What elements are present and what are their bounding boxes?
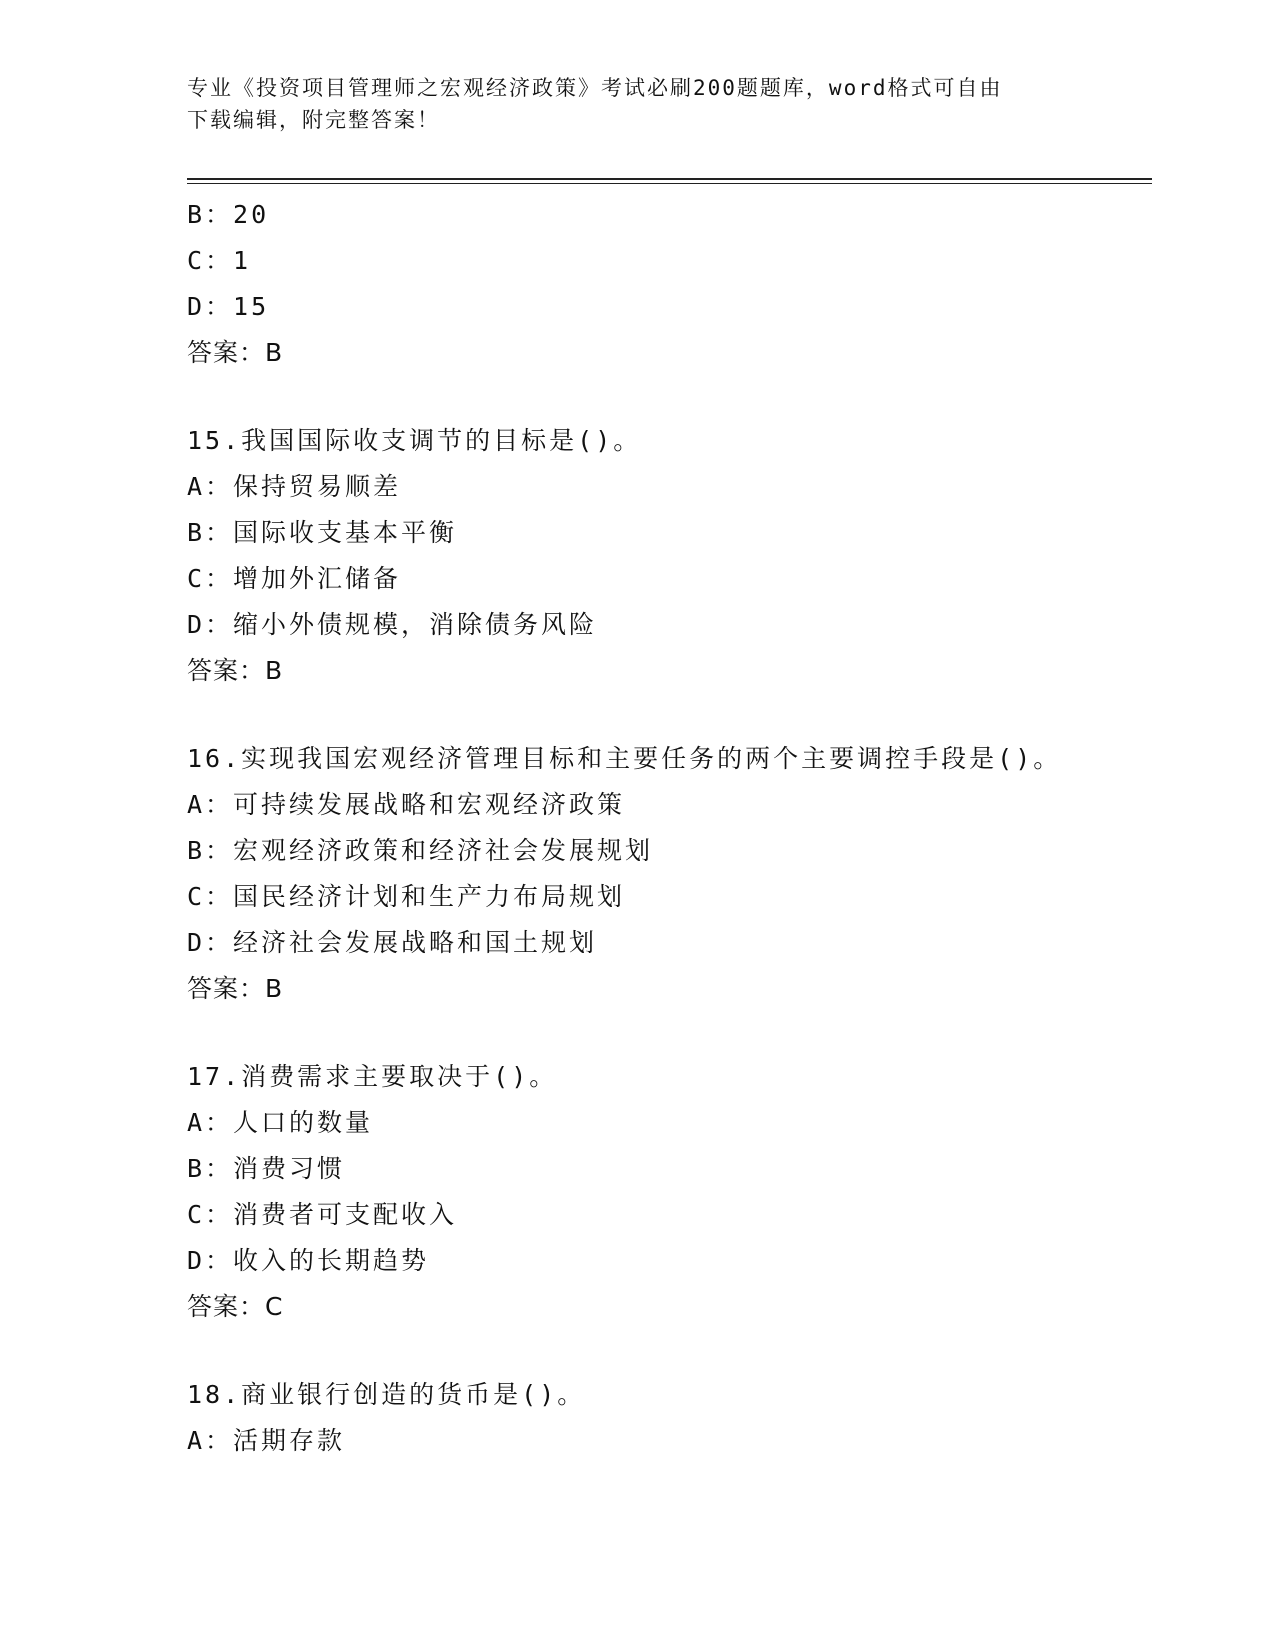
header-line-1: 专业《投资项目管理师之宏观经济政策》考试必刷200题题库，word格式可自由: [187, 76, 1003, 100]
header-line-2: 下载编辑，附完整答案！: [187, 108, 440, 132]
question-block-14: [187, 192, 1152, 376]
question-block-16: [187, 736, 1152, 1012]
question-text: 15.我国国际收支调节的目标是()。: [187, 426, 642, 455]
option-b: B：宏观经济政策和经济社会发展规划: [187, 836, 654, 865]
question-block-18: [187, 1372, 1152, 1464]
option-b: B：20: [187, 200, 270, 229]
option-a: A：活期存款: [187, 1426, 346, 1455]
option-d: D：缩小外债规模，消除债务风险: [187, 610, 598, 639]
answer-line: 答案：B: [187, 656, 284, 685]
question-text: 16.实现我国宏观经济管理目标和主要任务的两个主要调控手段是()。: [187, 744, 1062, 773]
option-b: B：消费习惯: [187, 1154, 346, 1183]
option-b: B：国际收支基本平衡: [187, 518, 458, 547]
question-block-15: [187, 418, 1152, 694]
question-text: 17.消费需求主要取决于()。: [187, 1062, 558, 1091]
option-c: C：1: [187, 246, 252, 275]
option-d: D：经济社会发展战略和国土规划: [187, 928, 598, 957]
option-d: D：收入的长期趋势: [187, 1246, 430, 1275]
option-c: C：消费者可支配收入: [187, 1200, 458, 1229]
option-a: A：保持贸易顺差: [187, 472, 402, 501]
question-list: [187, 192, 1152, 1464]
answer-line: 答案：C: [187, 1292, 284, 1321]
question-text: 18.商业银行创造的货币是()。: [187, 1380, 586, 1409]
question-block-17: [187, 1054, 1152, 1330]
option-d: D：15: [187, 292, 270, 321]
option-c: C：国民经济计划和生产力布局规划: [187, 882, 626, 911]
option-a: A：人口的数量: [187, 1108, 374, 1137]
option-a: A：可持续发展战略和宏观经济政策: [187, 790, 626, 819]
answer-line: 答案：B: [187, 338, 284, 367]
option-c: C：增加外汇储备: [187, 564, 402, 593]
document-header: [187, 72, 1067, 136]
header-divider: [187, 178, 1152, 184]
answer-line: 答案：B: [187, 974, 284, 1003]
